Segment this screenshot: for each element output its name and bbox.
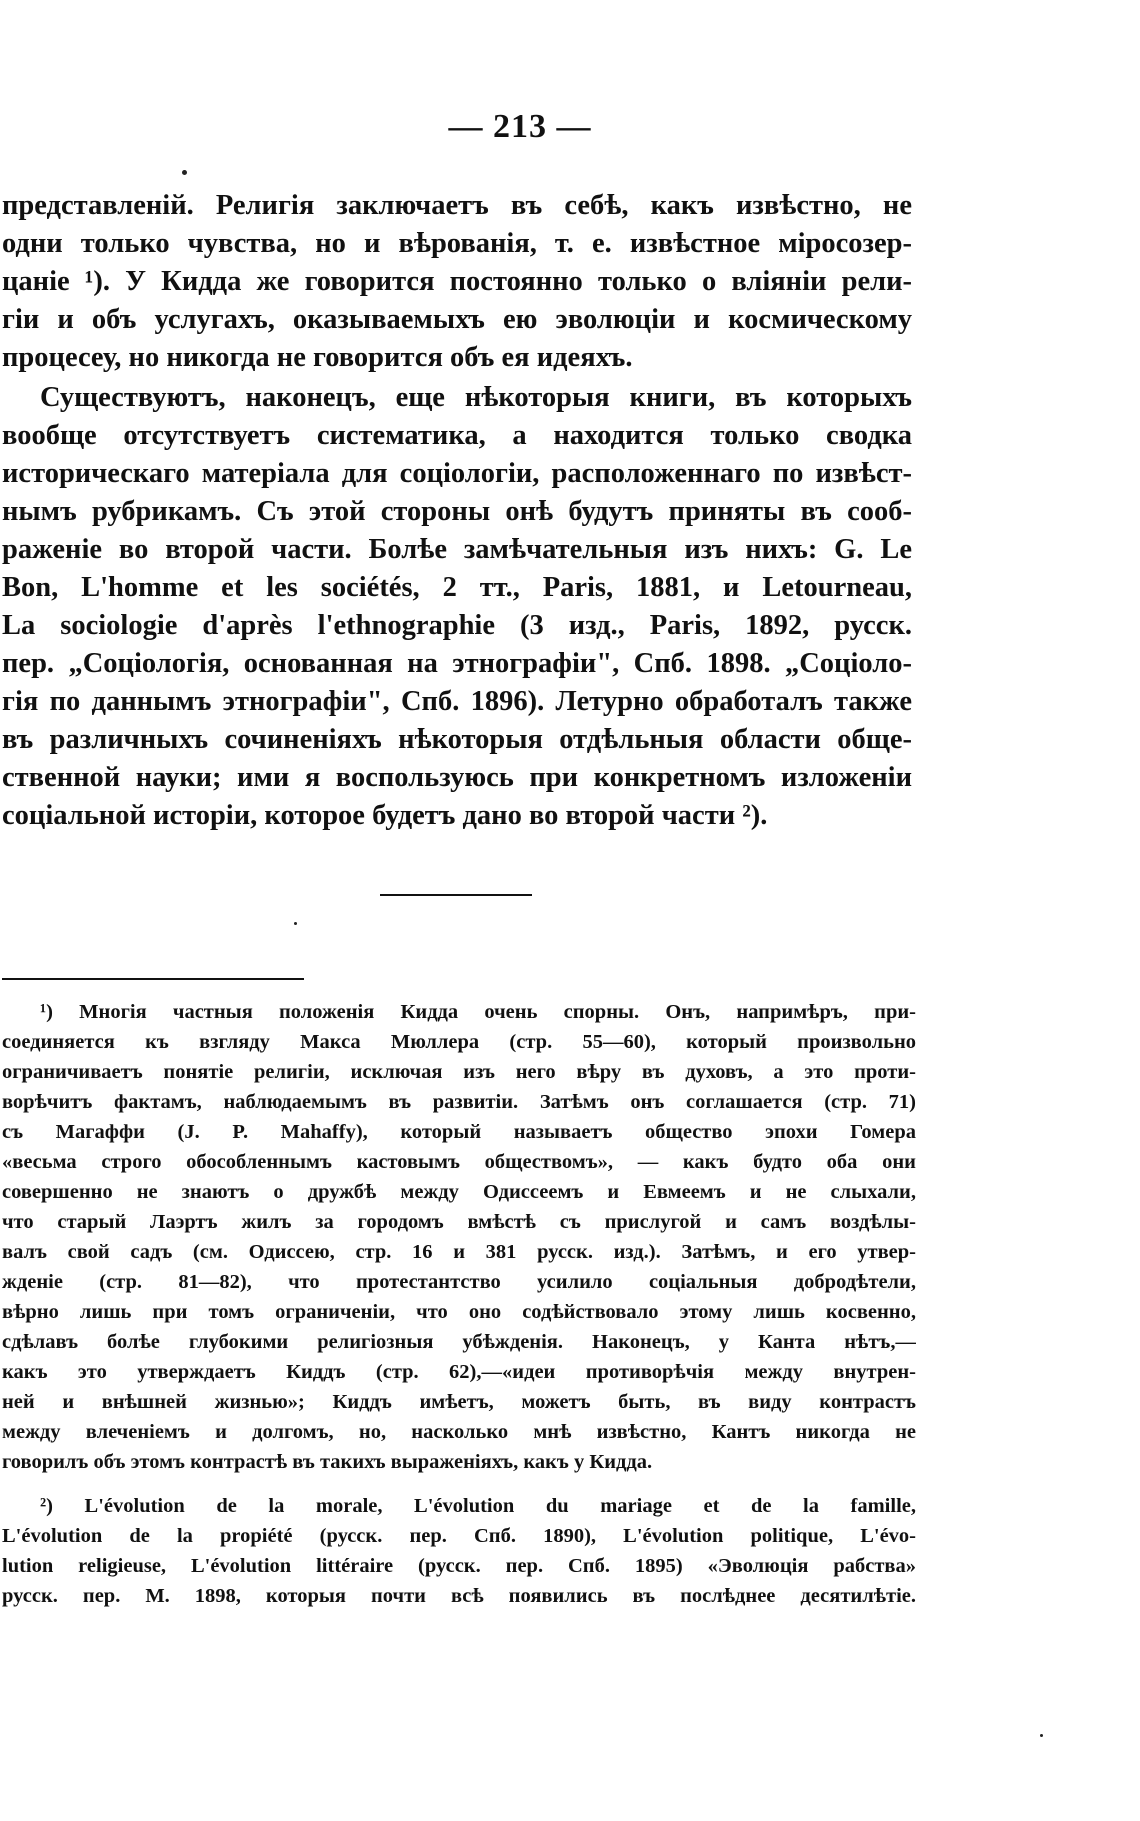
footnote-line: ограничиваетъ понятіе религіи, исключая изъ него вѣру въ духовъ, а это проти-: [2, 1061, 916, 1083]
footnote-line: «весьма строго обособленнымъ кастовымъ обществомъ», — какъ будто оба они: [2, 1151, 916, 1173]
footnote-line: что старый Лаэртъ жилъ за городомъ вмѣстѣ съ прислугой и самъ воздѣлы-: [2, 1211, 916, 1233]
ink-speck: [182, 170, 187, 175]
body-line: историческаго матеріала для соціологіи, расположеннаго по извѣст-: [2, 458, 912, 489]
footnote-line: валъ свой садъ (см. Одиссею, стр. 16 и 381 русск. изд.). Затѣмъ, и его утвер-: [2, 1241, 916, 1263]
footnote-line: жденіе (стр. 81—82), что протестантство усилило соціальныя добродѣтели,: [2, 1271, 916, 1293]
body-line: соціальной исторіи, которое будетъ дано во второй части ²).: [2, 800, 768, 831]
body-line: раженіе во второй части. Болѣе замѣчательныя изъ нихъ: G. Le: [2, 534, 912, 565]
body-line: представленій. Религія заключаетъ въ себѣ, какъ извѣстно, не: [2, 190, 912, 221]
body-line: гіи и объ услугахъ, оказываемыхъ ею эволюціи и космическому: [2, 304, 912, 335]
footnote-line: ²) L'évolution de la morale, L'évolution du mariage et de la famille,: [40, 1495, 916, 1517]
body-line: Существуютъ, наконецъ, еще нѣкоторыя книги, въ которыхъ: [40, 382, 912, 413]
body-line: цаніе ¹). У Кидда же говорится постоянно только о вліяніи рели-: [2, 266, 912, 297]
ink-speck: [1040, 1734, 1043, 1737]
footnote-line: L'évolution de la propiété (русск. пер. Спб. 1890), L'évolution politique, L'évo-: [2, 1525, 916, 1547]
footnote-line: между влеченіемъ и долгомъ, но, насколько мнѣ извѣстно, Кантъ никогда не: [2, 1421, 916, 1443]
footnote-line: какъ это утверждаетъ Киддъ (стр. 62),—«идеи противорѣчія между внутрен-: [2, 1361, 916, 1383]
footnote-line: ¹) Многія частныя положенія Кидда очень спорны. Онъ, напримѣръ, при-: [40, 1001, 916, 1023]
body-line: La sociologie d'après l'ethnographie (3 изд., Paris, 1892, русск.: [2, 610, 912, 641]
body-line: пер. „Соціологія, основанная на этнографіи", Спб. 1898. „Соціоло-: [2, 648, 912, 679]
page-number: — 213 —: [448, 108, 592, 145]
ink-speck: [294, 922, 297, 925]
footnote-line: сдѣлавъ болѣе глубокими религіозныя убѣжденія. Наконецъ, у Канта нѣтъ,—: [2, 1331, 916, 1353]
section-divider: [380, 894, 532, 896]
footnote-line: ней и внѣшней жизнью»; Киддъ имѣетъ, можетъ быть, въ виду контрастъ: [2, 1391, 916, 1413]
footnote-line: lution religieuse, L'évolution littéraire (русск. пер. Спб. 1895) «Эволюція рабства»: [2, 1555, 916, 1577]
body-line: Bon, L'homme et les sociétés, 2 тт., Paris, 1881, и Letourneau,: [2, 572, 912, 603]
footnote-line: вѣрно лишь при томъ ограниченіи, что оно содѣйствовало этому лишь косвенно,: [2, 1301, 916, 1323]
body-line: въ различныхъ сочиненіяхъ нѣкоторыя отдѣльныя области обще-: [2, 724, 912, 755]
footnote-line: совершенно не знаютъ о дружбѣ между Одиссеемъ и Евмеемъ и не слыхали,: [2, 1181, 916, 1203]
footnote-line: говорилъ объ этомъ контрастѣ въ такихъ выраженіяхъ, какъ у Кидда.: [2, 1451, 653, 1473]
footnote-rule: [2, 978, 304, 980]
body-line: ственной науки; ими я воспользуюсь при конкретномъ изложеніи: [2, 762, 912, 793]
footnote-line: русск. пер. М. 1898, которыя почти всѣ появились въ послѣднее десятилѣтіе.: [2, 1585, 916, 1607]
footnote-line: съ Магаффи (J. P. Mahaffy), который называетъ общество эпохи Гомера: [2, 1121, 916, 1143]
body-line: вообще отсутствуетъ систематика, а находится только сводка: [2, 420, 912, 451]
footnote-line: соединяется къ взгляду Макса Мюллера (стр. 55—60), который произвольно: [2, 1031, 916, 1053]
body-line: процесеу, но никогда не говорится объ ея идеяхъ.: [2, 342, 633, 373]
footnote-line: ворѣчитъ фактамъ, наблюдаемымъ въ развитіи. Затѣмъ онъ соглашается (стр. 71): [2, 1091, 916, 1113]
body-line: одни только чувства, но и вѣрованія, т. е. извѣстное міросозер-: [2, 228, 912, 259]
body-line: нымъ рубрикамъ. Съ этой стороны онѣ будутъ приняты въ сооб-: [2, 496, 912, 527]
body-line: гія по даннымъ этнографіи", Спб. 1896). Летурно обработалъ также: [2, 686, 912, 717]
